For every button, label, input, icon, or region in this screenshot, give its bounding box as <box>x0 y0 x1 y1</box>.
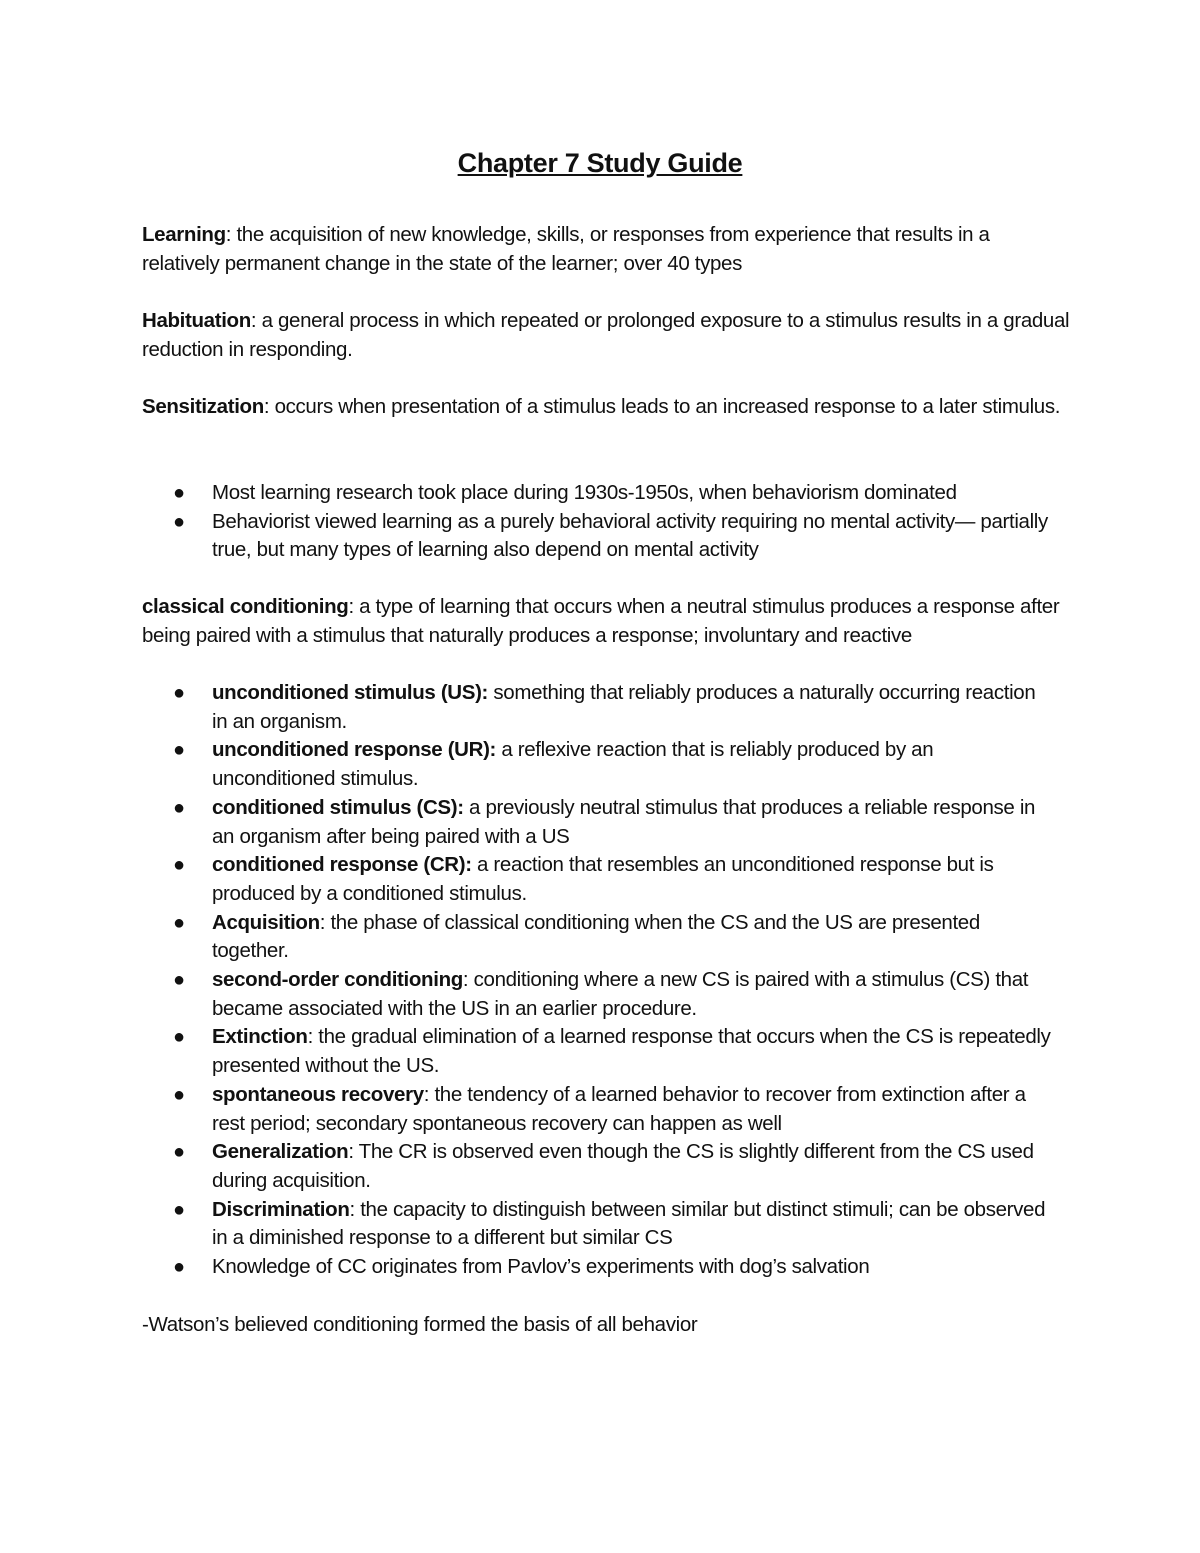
definition-term: classical conditioning <box>142 595 349 618</box>
list-item <box>142 794 1052 851</box>
list-item <box>142 679 1052 736</box>
bullet-icon: ● <box>173 854 185 877</box>
definition-term: Learning <box>142 223 226 246</box>
list-item <box>142 1196 1052 1253</box>
list-text: Knowledge of CC originates from Pavlov’s experiments with dog’s salvation <box>212 1255 870 1279</box>
list-term: conditioned response (CR): <box>212 853 472 877</box>
bullet-icon: ● <box>173 1141 185 1164</box>
bullet-icon: ● <box>173 1026 185 1049</box>
list-text: : the tendency of a learned behavior to recover from extinction after a rest period; secondary spontaneous recovery can happen as well <box>212 1082 1026 1135</box>
list-text: a previously neutral stimulus that produces a reliable response in an organism after being paired with a US <box>212 795 1036 848</box>
definition-learning <box>142 221 1072 278</box>
definition-text: : a general process in which repeated or prolonged exposure to a stimulus results in a gradual reduction in responding. <box>142 309 1070 361</box>
bullet-icon: ● <box>173 510 185 533</box>
list-term: unconditioned stimulus (US): <box>212 681 489 704</box>
classical-conditioning-list <box>142 679 1052 1282</box>
list-text: a reaction that resembles an unconditioned response but is produced by a conditioned stimulus. <box>212 853 994 905</box>
bullet-icon: ● <box>173 911 185 934</box>
definition-text: : the acquisition of new knowledge, skills, or responses from experience that results in a relatively permanent change in the state of the learner; over 40 types <box>142 223 990 275</box>
list-term: Extinction <box>212 1025 308 1049</box>
definition-term: Sensitization <box>142 395 264 418</box>
list-item <box>142 1138 1052 1195</box>
note-text: Most learning research took place during 1930s-1950s, when behaviorism dominated <box>212 481 957 504</box>
list-item <box>142 479 1052 508</box>
list-term: second-order conditioning <box>212 968 463 992</box>
list-term: Acquisition <box>212 910 320 934</box>
list-item <box>142 736 1052 793</box>
bullet-icon: ● <box>173 739 185 762</box>
definition-classical-conditioning <box>142 593 1072 650</box>
definition-sensitization <box>142 393 1072 422</box>
list-text: : the gradual elimination of a learned response that occurs when the CS is repeatedly presented without the US. <box>212 1025 1051 1078</box>
list-text: : The CR is observed even though the CS is slightly different from the CS used during acquisition. <box>212 1140 1034 1192</box>
list-text: : conditioning where a new CS is paired with a stimulus (CS) that became associated with the US in an earlier procedure. <box>212 968 1029 1020</box>
list-term: Discrimination <box>212 1197 350 1221</box>
list-term: conditioned stimulus (CS): <box>212 795 464 819</box>
list-item <box>142 508 1052 565</box>
list-item <box>142 1253 1052 1282</box>
page-title: Chapter 7 Study Guide <box>457 148 743 178</box>
bullet-icon: ● <box>173 1198 185 1221</box>
bullet-icon: ● <box>173 682 185 704</box>
list-text: : the phase of classical conditioning when the CS and the US are presented together. <box>212 910 980 963</box>
list-text: : the capacity to distinguish between similar but distinct stimuli; can be observed in a diminished response to a different but similar CS <box>212 1197 1046 1250</box>
list-term: spontaneous recovery <box>212 1082 424 1106</box>
list-text: a reflexive reaction that is reliably produced by an unconditioned stimulus. <box>212 738 934 791</box>
list-text: something that reliably produces a naturally occurring reaction in an organism. <box>212 681 1036 733</box>
definition-term: Habituation <box>142 309 251 332</box>
definition-text: : a type of learning that occurs when a neutral stimulus produces a response after being paired with a stimulus that naturally produces a response; involuntary and reactive <box>142 595 1060 647</box>
bullet-icon: ● <box>173 969 185 992</box>
bullet-icon: ● <box>173 1256 185 1279</box>
list-term: Generalization <box>212 1140 349 1164</box>
bullet-icon: ● <box>173 482 185 504</box>
list-term: unconditioned response (UR): <box>212 738 497 762</box>
list-item <box>142 1023 1052 1080</box>
list-item <box>142 851 1052 908</box>
list-item <box>142 909 1052 966</box>
definition-text: : occurs when presentation of a stimulus leads to an increased response to a later stimulus. <box>263 395 1061 418</box>
watson-note: -Watson’s believed conditioning formed the basis of all behavior <box>142 1313 698 1336</box>
notes-list <box>142 479 1052 565</box>
list-item <box>142 1081 1052 1138</box>
note-text: Behaviorist viewed learning as a purely behavioral activity requiring no mental activity— partially true, but many types of learning also depend on mental activity <box>212 509 1048 562</box>
bullet-icon: ● <box>173 796 185 819</box>
bullet-icon: ● <box>173 1083 185 1106</box>
definition-habituation <box>142 307 1072 364</box>
list-item <box>142 966 1052 1023</box>
